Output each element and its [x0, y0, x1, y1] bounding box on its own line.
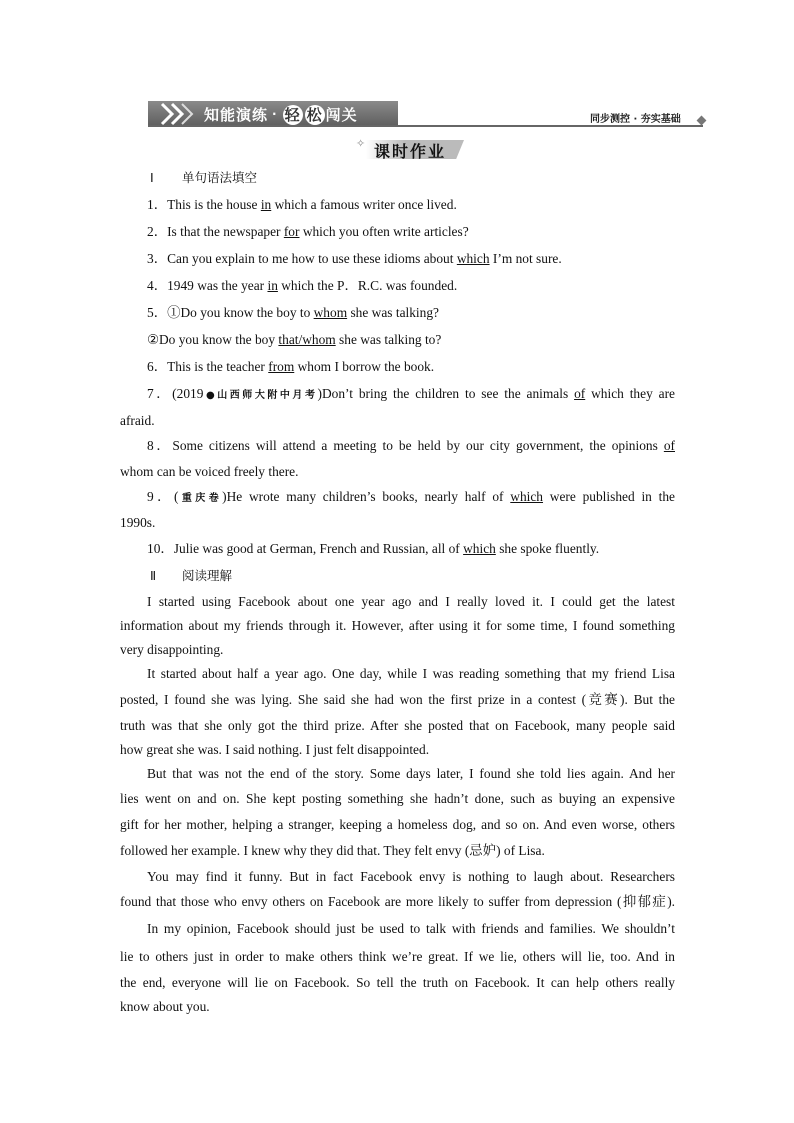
passage-line: gift for her mother, helping a stranger, keeping a homeless dog, and so on. And even worse, others	[120, 817, 675, 832]
passage-line: truth was that she only got the third prize. After she posted that on Facebook, many people said	[120, 718, 675, 733]
question-7: 7．(2019●山西师大附中月考)Don’t bring the children to see the animals of which they are	[147, 386, 675, 401]
passage-line: You may find it funny. But in fact Facebook envy is nothing to laugh about. Researchers	[147, 869, 675, 884]
header-right-tag: 同步测控 · 夯实基础	[590, 114, 681, 125]
question-9: 9．(重庆卷)He wrote many children’s books, nearly half of which were published in the	[147, 489, 675, 504]
question-6: 6．This is the teacher from whom I borrow the book.	[147, 359, 435, 374]
passage-line: found that those who envy others on Facebook are more likely to suffer from depression (抑郁症).	[120, 894, 675, 909]
passage-line: how great she was. I said nothing. I just felt disappointed.	[120, 742, 430, 757]
passage-line: very disappointing.	[120, 642, 224, 657]
banner-title: 知能演练 · 轻 松 闯关	[204, 106, 358, 124]
passage-line: In my opinion, Facebook should just be used to talk with friends and families. We shouldn’t	[147, 921, 675, 936]
passage-line: posted, I found she was lying. She said she had won the first prize in a contest (竞赛). But the	[120, 692, 675, 707]
passage-line: the end, everyone will lie on Facebook. So tell the truth on Facebook. It can help others really	[120, 975, 675, 990]
section-banner	[148, 101, 398, 127]
passage-line: I started using Facebook about one year ago and I really loved it. I could get the latest	[147, 594, 675, 609]
passage-line: followed her example. I knew why they did that. They felt envy (忌妒) of Lisa.	[120, 843, 545, 858]
question-4: 4．1949 was the year in which the P．R.C. was founded.	[147, 278, 458, 293]
header-rule	[148, 125, 703, 127]
question-5a: 5．①Do you know the boy to whom she was talking?	[147, 305, 439, 320]
passage-line: But that was not the end of the story. Some days later, I found she told lies again. And her	[147, 766, 675, 781]
page-subtitle: ✧ 课时作业	[356, 137, 466, 161]
passage-line: It started about half a year ago. One day, while I was reading something that my friend Lisa	[147, 666, 675, 681]
passage-line: lies went on and on. She kept posting something she hadn’t done, such as buying an expensive	[120, 791, 675, 806]
question-1: 1．This is the house in which a famous writer once lived.	[147, 197, 457, 212]
diamond-icon	[697, 116, 707, 126]
question-9-cont: 1990s.	[120, 515, 156, 530]
question-8-cont: whom can be voiced freely there.	[120, 464, 299, 479]
question-3: 3．Can you explain to me how to use these idioms about which I’m not sure.	[147, 251, 562, 266]
passage-line: know about you.	[120, 999, 210, 1014]
section-heading-2: Ⅱ 阅读理解	[150, 568, 233, 583]
question-5b: ②Do you know the boy that/whom she was talking to?	[147, 332, 442, 347]
question-8: 8．Some citizens will attend a meeting to be held by our city government, the opinions of	[147, 438, 675, 453]
question-2: 2．Is that the newspaper for which you often write articles?	[147, 224, 469, 239]
section-heading-1: Ⅰ 单句语法填空	[150, 170, 258, 185]
passage-line: information about my friends through it. However, after using it for some time, I found something	[120, 618, 675, 633]
passage-line: lie to others just in order to make others think we’re great. If we lie, others will lie, too. And in	[120, 949, 675, 964]
question-7-cont: afraid.	[120, 413, 155, 428]
double-chevron-icon	[158, 101, 198, 127]
question-10: 10．Julie was good at German, French and Russian, all of which she spoke fluently.	[147, 541, 600, 556]
sparkle-icon: ✧	[356, 138, 366, 150]
